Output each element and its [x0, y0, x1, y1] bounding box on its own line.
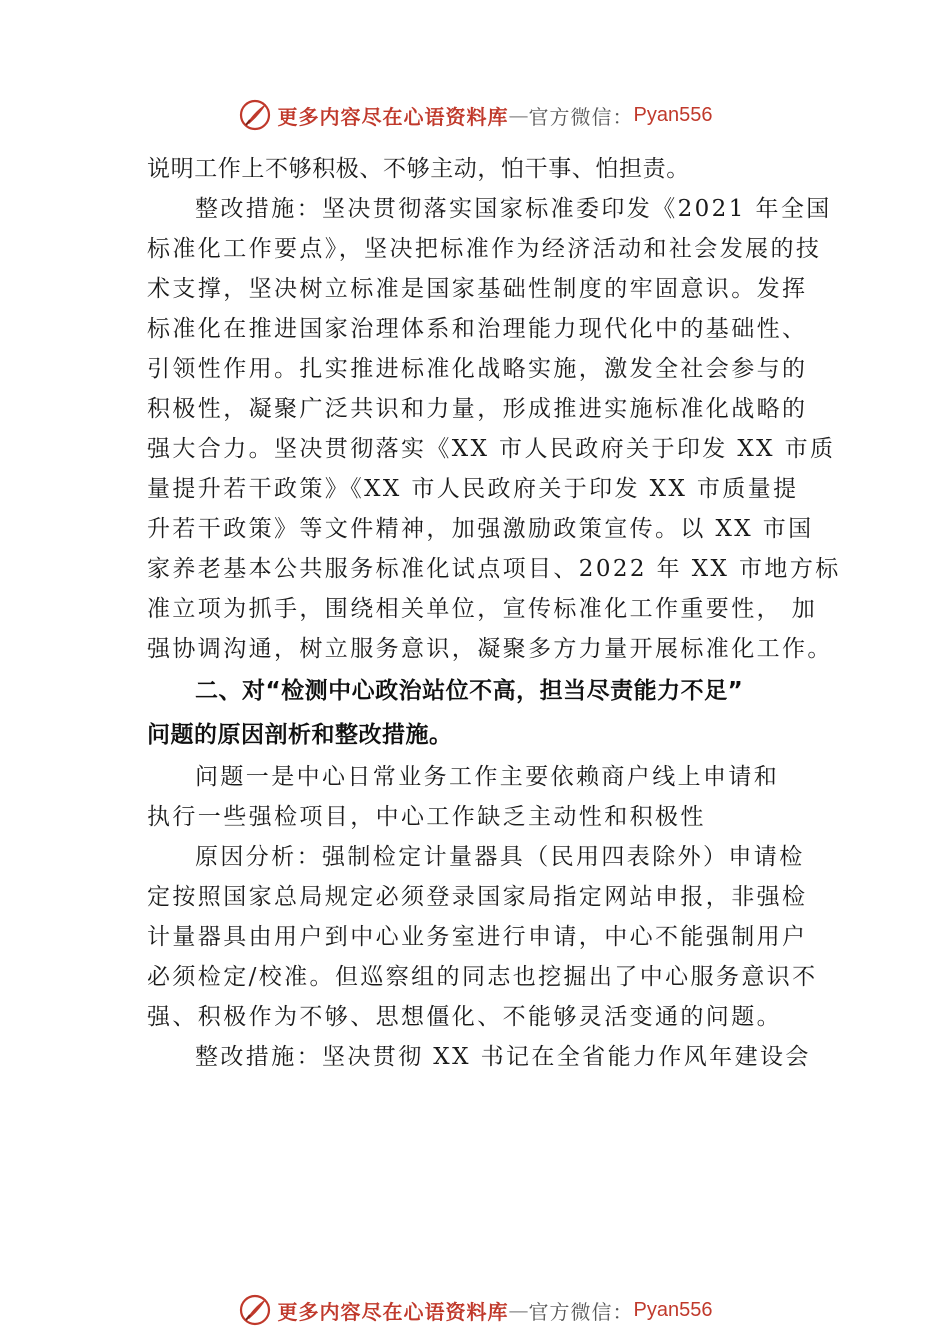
watermark-wechat-id: Pyan556	[633, 1298, 713, 1321]
paragraph-line: 计量器具由用户到中心业务室进行申请，中心不能强制用户	[147, 924, 808, 950]
paragraph-line: 家养老基本公共服务标准化试点项目、2022 年 XX 市地方标	[147, 556, 841, 582]
paragraph-line: 执行一些强检项目，中心工作缺乏主动性和积极性	[147, 804, 706, 830]
watermark-wechat-label: 官方微信：	[528, 1299, 634, 1324]
paragraph-line: 积极性，凝聚广泛共识和力量，形成推进实施标准化战略的	[147, 396, 808, 422]
paragraph-line: 必须检定/校准。但巡察组的同志也挖掘出了中心服务意识不	[147, 964, 818, 990]
watermark-wechat-label: 官方微信：	[528, 104, 634, 129]
watermark-dash: —	[508, 103, 529, 127]
paragraph-line: 升若干政策》等文件精神，加强激励政策宣传。以 XX 市国	[147, 516, 814, 542]
section-heading-line1: 二、对“检测中心政治站位不高，担当尽责能力不足”	[195, 678, 744, 704]
paragraph-line: 术支撑，坚决树立标准是国家基础性制度的牢固意识。发挥	[147, 276, 808, 302]
quill-logo-icon	[238, 98, 272, 132]
header-watermark-banner	[0, 95, 950, 135]
paragraph-line: 整改措施：坚决贯彻 XX 书记在全省能力作风年建设会	[195, 1044, 811, 1070]
paragraph-line: 强协调沟通，树立服务意识，凝聚多方力量开展标准化工作。	[147, 636, 833, 662]
paragraph-line: 强、积极作为不够、思想僵化、不能够灵活变通的问题。	[147, 1004, 782, 1030]
document-body	[147, 149, 841, 1077]
watermark-site-name: 更多内容尽在心语资料库	[277, 1299, 509, 1324]
watermark-dash: —	[508, 1298, 529, 1322]
paragraph-line: 整改措施：坚决贯彻落实国家标准委印发《2021 年全国	[195, 196, 832, 222]
section-heading-line2: 问题的原因剖析和整改措施。	[147, 722, 453, 748]
watermark-wechat-id: Pyan556	[633, 103, 713, 126]
quill-logo-icon	[238, 1293, 272, 1327]
watermark-site-name: 更多内容尽在心语资料库	[277, 104, 509, 129]
paragraph-line: 定按照国家总局规定必须登录国家局指定网站申报，非强检	[147, 884, 808, 910]
paragraph-line: 强大合力。坚决贯彻落实《XX 市人民政府关于印发 XX 市质	[147, 436, 836, 462]
footer-watermark-banner	[0, 1290, 950, 1330]
paragraph-line: 原因分析：强制检定计量器具（民用四表除外）申请检	[195, 844, 805, 870]
paragraph-line: 标准化工作要点》，坚决把标准作为经济活动和社会发展的技	[147, 236, 822, 262]
paragraph-line: 标准化在推进国家治理体系和治理能力现代化中的基础性、	[147, 316, 808, 342]
paragraph-line: 引领性作用。扎实推进标准化战略实施，激发全社会参与的	[147, 356, 808, 382]
paragraph-line: 问题一是中心日常业务工作主要依赖商户线上申请和	[195, 764, 780, 790]
paragraph-line: 说明工作上不够积极、不够主动，怕干事、怕担责。	[147, 156, 690, 182]
paragraph-line: 准立项为抓手，围绕相关单位，宣传标准化工作重要性， 加	[147, 596, 818, 622]
paragraph-line: 量提升若干政策》《XX 市人民政府关于印发 XX 市质量提	[147, 476, 799, 502]
